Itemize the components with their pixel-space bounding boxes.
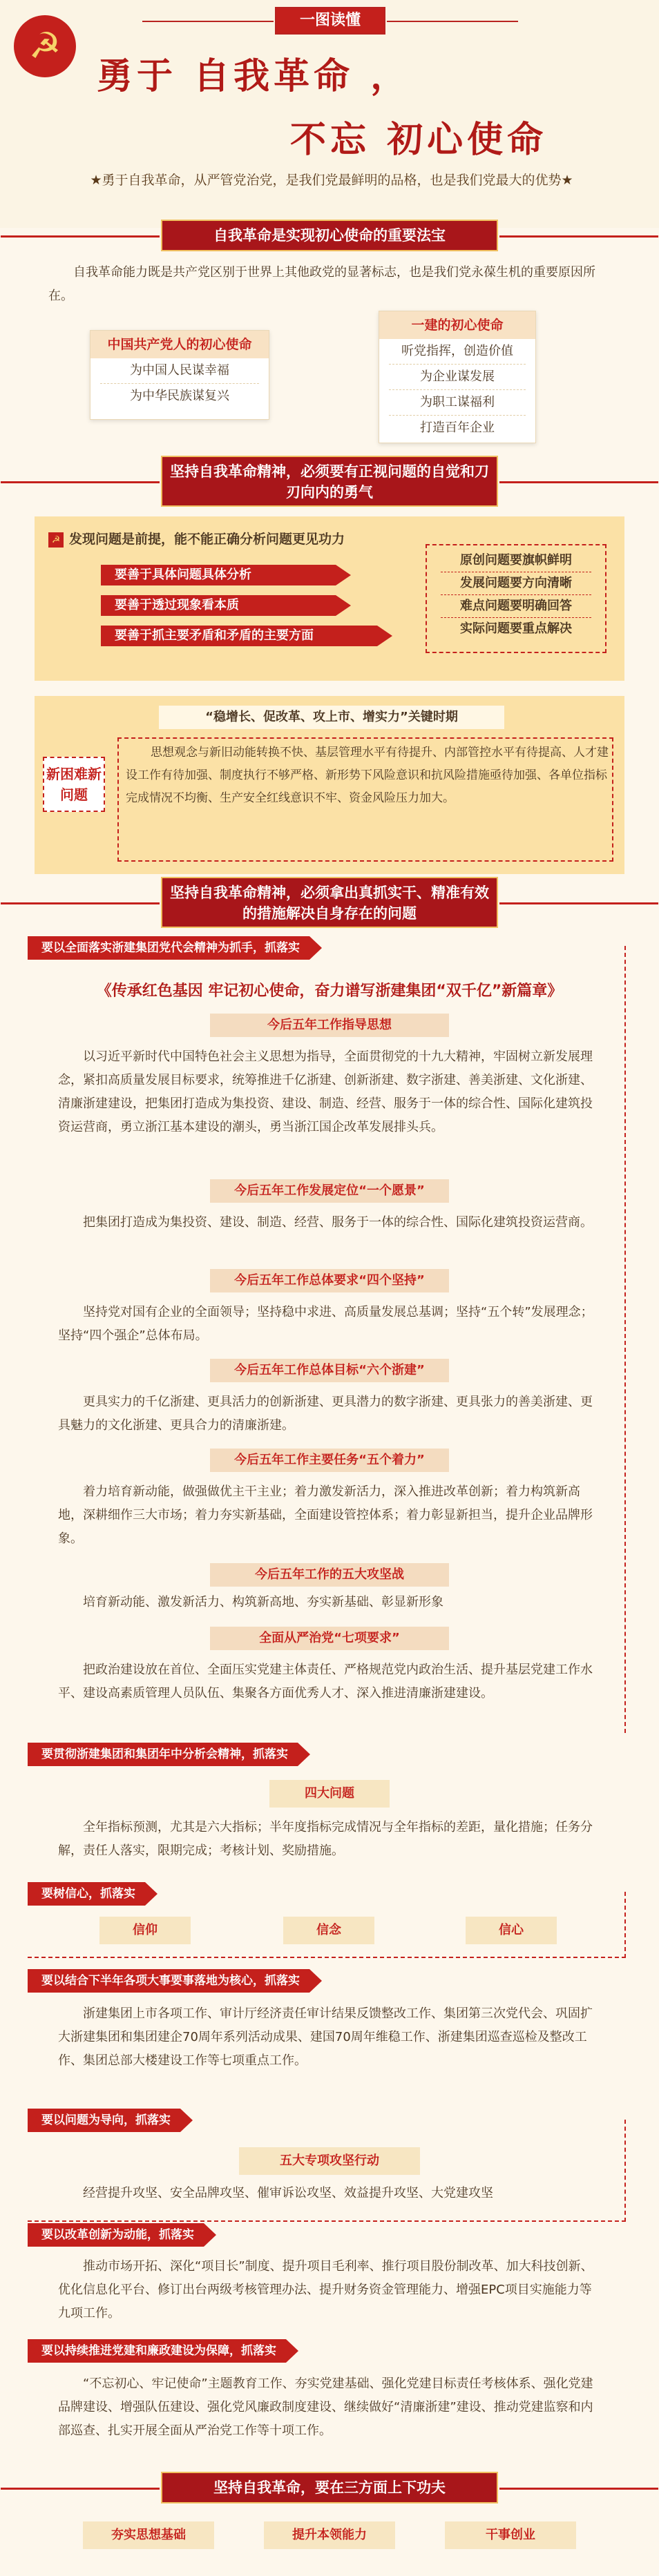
- problem-analysis-panel: [35, 516, 624, 681]
- card-item: 为企业谋发展: [389, 365, 526, 390]
- analysis-bar: 要善于具体问题具体分析: [101, 565, 336, 585]
- card-item: 为职工谋福利: [389, 390, 526, 416]
- new-problems-label: 新困难新问题: [43, 757, 105, 812]
- title-line-1: 勇于 自我革命 ，: [97, 55, 411, 97]
- action-tag-2: 要贯彻浙建集团和集团年中分析会精神，抓落实: [28, 1743, 298, 1766]
- problem-type: 原创问题要旗帜鲜明: [441, 550, 591, 572]
- card-party-mission: [90, 330, 269, 420]
- action-tag-3: 要树信心，抓落实: [28, 1882, 145, 1906]
- key-period-title: “稳增长、促改革、攻上市、增实力”关键时期: [159, 706, 504, 729]
- subhead-tasks: 今后五年工作主要任务“五个着力”: [210, 1449, 449, 1472]
- new-problems-text: 思想观念与新旧动能转换不快、基层管理水平有待提升、内部管控水平有待提高、人才建设工作有待加强、制度执行不够严格、新形势下风险意识和抗风险措施亟待加强、各单位指标完成情况不均衡、生产安全红线意识不牢、资金风险压力加大。: [126, 746, 609, 805]
- reform-text: 推动市场开拓、深化“项目长”制度、提升项目毛利率、推行项目股份制改革、加大科技创新、优化信息化平台、修订出台两级考核管理办法、提升财务资金管理能力、增强EPC项目实施能力等九项工作。: [58, 2259, 593, 2321]
- party-building-text: “不忘初心、牢记使命”主题教育工作、夯实党建基础、强化党建目标责任考核体系、强化党建品牌建设、增强队伍建设、强化党风廉政制度建设、继续做好“清廉浙建”建设、推动党建监察和内部巡查、扎实开展全面从严治党工作等十项工作。: [58, 2376, 593, 2438]
- five-actions-pill: 五大专项攻坚行动: [239, 2147, 420, 2175]
- card-title: 一建的初心使命: [379, 311, 535, 339]
- panel-title: [48, 529, 345, 548]
- subhead-goals: 今后五年工作总体目标“六个浙建”: [210, 1359, 449, 1382]
- section4-banner: 坚持自我革命，要在三方面上下功夫: [161, 2472, 498, 2504]
- title-line-2: 不忘 初心使命: [290, 119, 548, 161]
- effort-pill: 提升本领能力: [264, 2521, 395, 2549]
- problem-type: 发展问题要方向清晰: [441, 572, 591, 595]
- card-item: 听党指挥，创造价值: [389, 339, 526, 365]
- subhead-seven-requirements: 全面从严治党“七项要求”: [210, 1627, 449, 1650]
- battles-text: 培育新动能、激发新活力、构筑新高地、夯实新基础、彰显新形象: [83, 1595, 443, 1609]
- effort-pill: 夯实思想基础: [83, 2521, 214, 2549]
- key-events-text: 浙建集团上市各项工作、审计厅经济责任审计结果反馈整改工作、集团第三次党代会、巩固扩大浙建集团和集团建企70周年系列活动成果、建国70周年维稳工作、浙建集团巡查巡检及整改工作、集团总部大楼建设工作等七项重点工作。: [58, 2006, 593, 2068]
- section1-banner: 自我革命是实现初心使命的重要法宝: [161, 220, 498, 251]
- subhead-vision: 今后五年工作发展定位“一个愿景”: [210, 1179, 449, 1203]
- section3-banner: 坚持自我革命精神，必须拿出真抓实干、精准有效的措施解决自身存在的问题: [161, 877, 498, 928]
- tasks-text: 着力培育新动能，做强做优主干主业；着力激发新活力，深入推进改革创新；着力构筑新高地，深耕细作三大市场；着力夯实新基础，全面建设管控体系；着力彰显新担当，提升企业品牌形象。: [58, 1484, 593, 1546]
- header: [0, 0, 659, 228]
- action-tag-4: 要以结合下半年各项大事要事落地为核心，抓落实: [28, 1969, 309, 1993]
- action-tag-5: 要以问题为导向，抓落实: [28, 2109, 180, 2132]
- subhead-guiding: 今后五年工作指导思想: [210, 1014, 449, 1037]
- problem-type: 实际问题要重点解决: [460, 621, 572, 636]
- card-item: 为中国人民谋幸福: [100, 358, 259, 384]
- action-tag-6: 要以改革创新为动能，抓落实: [28, 2223, 204, 2247]
- section1-body: 自我革命能力既是共产党区别于世界上其他政党的显著标志，也是我们党永葆生机的重要原因所在。: [48, 265, 595, 303]
- kicker-label: 一图读懂: [275, 7, 385, 35]
- subhead-requirements: 今后五年工作总体要求“四个坚持”: [210, 1269, 449, 1292]
- card-item: 为中华民族谋复兴: [130, 389, 229, 403]
- action-tag-1: 要以全面落实浙建集团党代会精神为抓手，抓落实: [28, 936, 309, 960]
- problem-type-list: [426, 544, 607, 653]
- analysis-bar: 要善于抓主要矛盾和矛盾的主要方面: [101, 626, 377, 646]
- new-problems-panel: [35, 696, 624, 874]
- panel-title-text: 发现问题是前提，能不能正确分析问题更见功力: [69, 532, 345, 547]
- seven-requirements-text: 把政治建设放在首位、全面压实党建主体责任、严格规范党内政治生活、提升基层党建工作水平、建设高素质管理人员队伍、集聚各方面优秀人才、深入推进清廉浙建建设。: [58, 1663, 593, 1701]
- analysis-bar: 要善于透过现象看本质: [101, 595, 336, 616]
- card-company-mission: [379, 311, 536, 443]
- confidence-pill: 信仰: [99, 1917, 191, 1944]
- subhead-battles: 今后五年工作的五大攻坚战: [210, 1563, 449, 1587]
- five-actions-text: 经营提升攻坚、安全品牌攻坚、催审诉讼攻坚、效益提升攻坚、大党建攻坚: [83, 2186, 493, 2200]
- confidence-pill: 信念: [283, 1917, 374, 1944]
- party-emblem-icon: ☭: [14, 15, 76, 77]
- party-flag-icon: ☭: [48, 532, 64, 548]
- guiding-text: 以习近平新时代中国特色社会主义思想为指导，全面贯彻党的十九大精神，牢固树立新发展理念，紧扣高质量发展目标要求，统筹推进千亿浙建、创新浙建、数字浙建、善美浙建、文化浙建、清廉浙建建设，把集团打造成为集投资、建设、制造、经营、服务于一体的综合性、国际化建筑投资运营商，勇立浙江基本建设的潮头，勇当浙江国企改革发展排头兵。: [58, 1049, 593, 1134]
- card-title: 中国共产党人的初心使命: [90, 331, 269, 358]
- requirements-text: 坚持党对国有企业的全面领导；坚持稳中求进、高质量发展总基调；坚持“五个转”发展理念；坚持“四个强企”总体布局。: [58, 1305, 593, 1343]
- four-problems-text: 全年指标预测，尤其是六大指标；半年度指标完成情况与全年指标的差距，量化措施；任务分解，责任人落实，限期完成；考核计划、奖励措施。: [58, 1820, 593, 1858]
- report-title: 《传承红色基因 牢记初心使命，奋力谱写浙建集团“双千亿”新篇章》: [96, 982, 563, 1000]
- goals-text: 更具实力的千亿浙建、更具活力的创新浙建、更具潜力的数字浙建、更具张力的善美浙建、更具魅力的文化浙建、更具合力的清廉浙建。: [58, 1395, 593, 1433]
- effort-pill: 干事创业: [445, 2521, 576, 2549]
- problem-type: 难点问题要明确回答: [441, 595, 591, 618]
- vision-text: 把集团打造成为集投资、建设、制造、经营、服务于一体的综合性、国际化建筑投资运营商。: [83, 1215, 593, 1230]
- section2-banner: 坚持自我革命精神，必须要有正视问题的自觉和刀刃向内的勇气: [161, 456, 498, 507]
- subtitle: ★勇于自我革命，从严管党治党，是我们党最鲜明的品格，也是我们党最大的优势★: [90, 173, 573, 188]
- card-item: 打造百年企业: [420, 420, 495, 435]
- four-problems-pill: 四大问题: [269, 1780, 390, 1808]
- confidence-pill: 信心: [466, 1917, 557, 1944]
- action-tag-7: 要以持续推进党建和廉政建设为保障，抓落实: [28, 2339, 286, 2363]
